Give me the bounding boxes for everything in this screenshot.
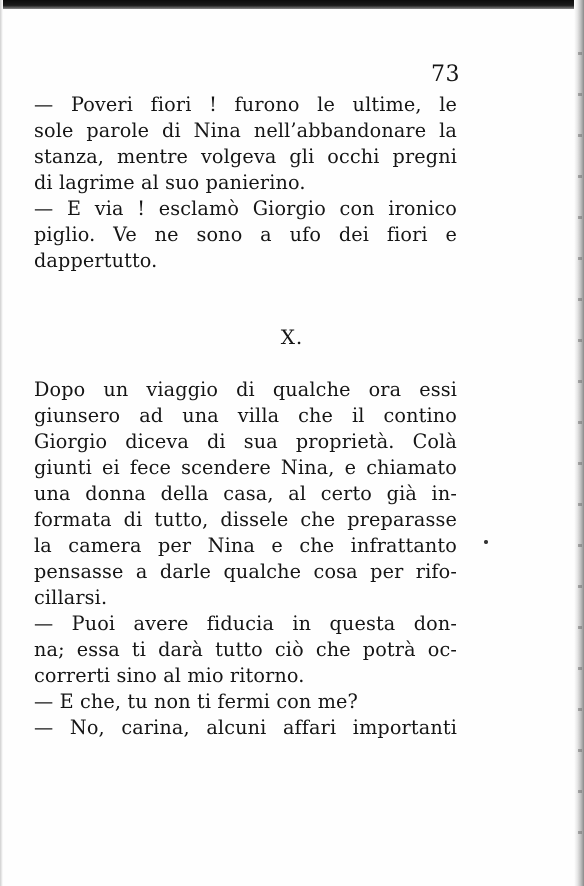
text-line: — Poveri fiori ! furono le ultime, le [34,93,457,116]
text-line: cillarsi. [34,586,108,609]
text-line: — E che, tu non ti fermi con me? [34,690,358,713]
scan-top-border [0,0,584,9]
text-line: la camera per Nina e che infrattanto [34,534,457,557]
text-block-before-chapter [34,92,457,274]
text-line: stanza, mentre volgeva gli occhi pregni [34,145,457,168]
text-line: na; essa ti darà tutto ciò che potrà oc- [34,638,457,661]
text-line: di lagrime al suo panierino. [34,171,306,194]
text-line: dappertutto. [34,249,158,272]
ink-speck [484,540,488,544]
text-line: giunsero ad una villa che il contino [34,404,457,427]
text-block-after-chapter [34,377,457,741]
text-line: formata di tutto, dissele che preparasse [34,508,457,531]
text-line: — Puoi avere fiducia in questa don- [34,612,457,635]
text-line: — No, carina, alcuni affari importanti [34,716,457,739]
scan-left-edge [0,0,3,886]
text-line: correrti sino al mio ritorno. [34,664,305,687]
text-line: una donna della casa, al certo già in- [34,482,457,505]
text-line: Dopo un viaggio di qualche ora essi [34,378,457,401]
text-line: pensasse a darle qualche cosa per rifo- [34,560,457,583]
text-line: Giorgio diceva di sua proprietà. Colà [34,430,457,453]
text-line: giunti ei fece scendere Nina, e chiamato [34,456,457,479]
page-number: 73 [431,62,460,87]
text-line: piglio. Ve ne sono a ufo dei fiori e [34,223,457,246]
chapter-heading: X. [280,325,304,349]
text-line: — E via ! esclamò Giorgio con ironico [34,197,457,220]
scan-edge-marks [578,30,582,870]
text-line: sole parole di Nina nell’abbandonare la [34,119,457,142]
